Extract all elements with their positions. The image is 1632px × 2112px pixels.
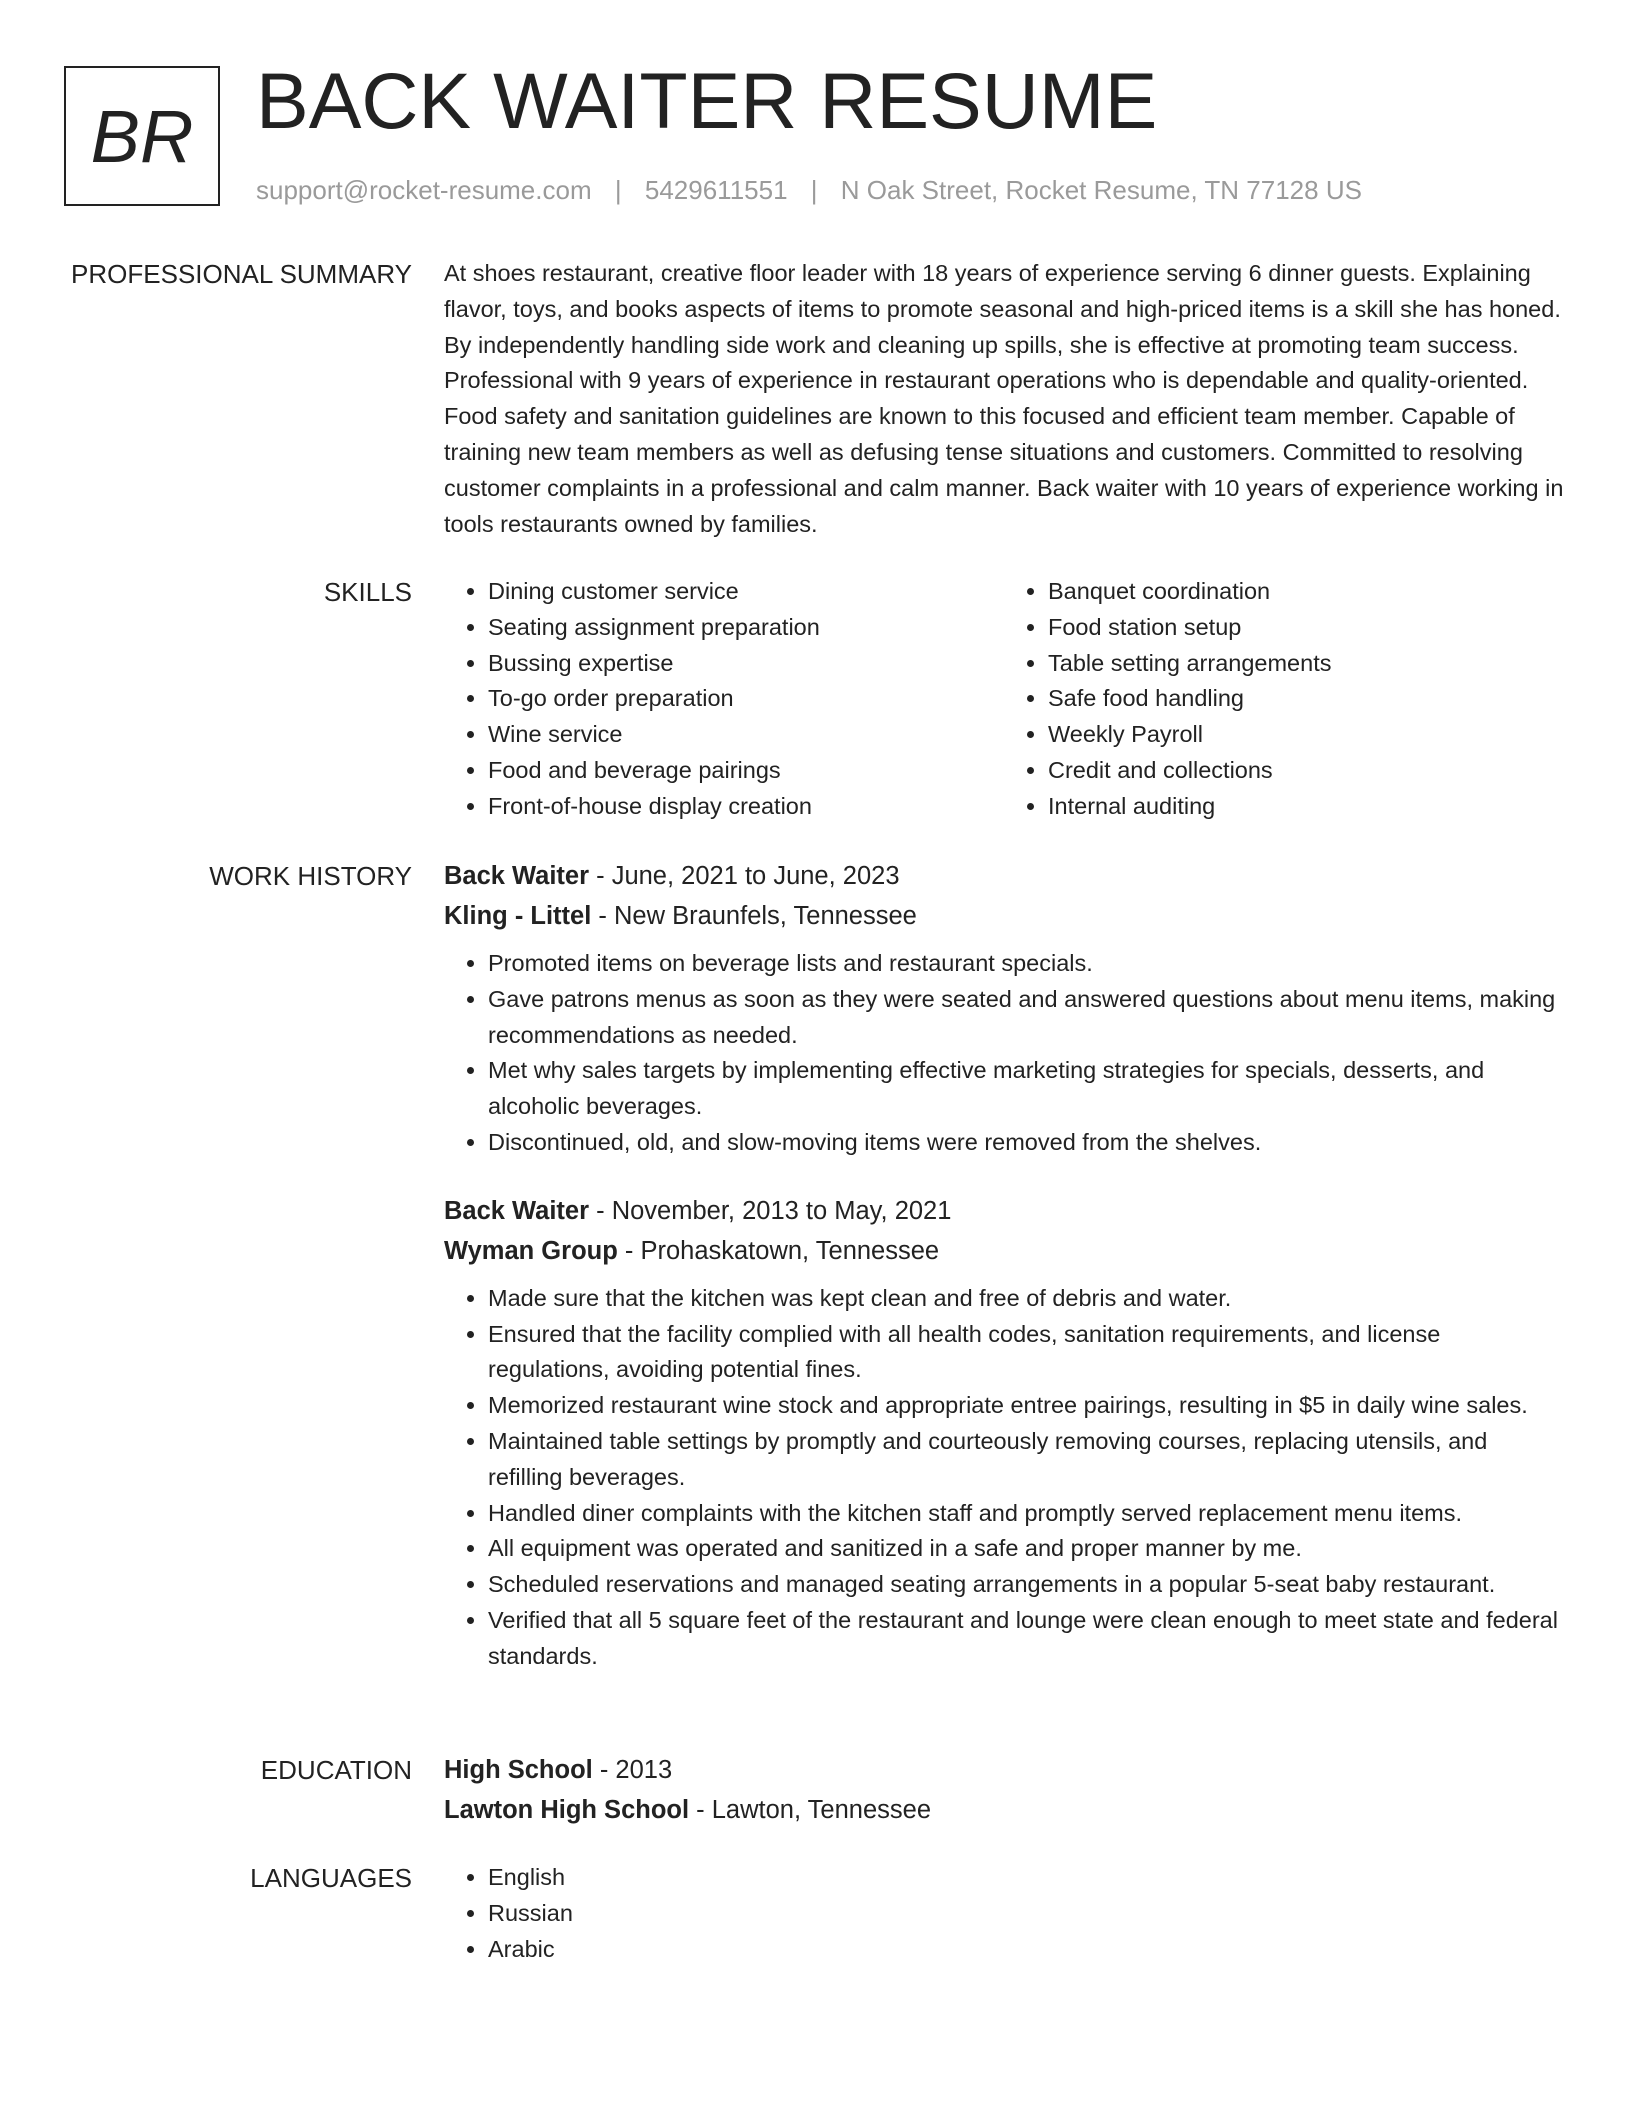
skill-item: • Safe food handling [1048,681,1564,717]
education-degree: High School [444,1756,593,1784]
skill-item: • Dining customer service [488,574,1004,610]
skill-item: • Banquet coordination [1048,574,1564,610]
education-degree-line [444,1750,1564,1790]
skill-item: • Food and beverage pairings [488,753,1004,789]
skill-item: • Weekly Payroll [1048,717,1564,753]
job-title: Back Waiter [444,1196,590,1225]
education-year: - 2013 [592,1756,673,1784]
job-bullet: • Scheduled reservations and managed seating arrangements in a popular 5-seat baby restaurant. [488,1567,1564,1603]
job-bullet: • Maintained table settings by promptly and courteously removing courses, replacing utensils, and refilling beverages. [488,1424,1564,1496]
skill-item: • Credit and collections [1048,753,1564,789]
language-item: • Arabic [488,1932,1564,1968]
skill-item: • Bussing expertise [488,646,1004,682]
job-bullet: • Promoted items on beverage lists and restaurant specials. [488,946,1564,982]
section-label-work: WORK HISTORY [209,861,412,891]
skill-item: • Seating assignment preparation [488,610,1004,646]
language-item: • Russian [488,1896,1564,1932]
skill-item: • Internal auditing [1048,789,1564,825]
languages-list [444,1860,1564,1967]
job-entry [444,1191,1564,1675]
job-bullets [444,946,1564,1161]
skill-item: • Food station setup [1048,610,1564,646]
job-company-line [444,1231,1564,1271]
job-bullet: • Discontinued, old, and slow-moving items were removed from the shelves. [488,1125,1564,1161]
skill-item: • To-go order preparation [488,681,1004,717]
skills-list-left [444,574,1004,825]
job-company: Wyman Group [444,1236,618,1265]
contact-separator: | [614,175,622,205]
skill-item: • Table setting arrangements [1048,646,1564,682]
job-location: - Prohaskatown, Tennessee [617,1236,940,1265]
skills-list-right [1004,574,1564,825]
job-title-line [444,1191,1564,1231]
job-entry [444,856,1564,1161]
job-bullet: • Made sure that the kitchen was kept clean and free of debris and water. [488,1281,1564,1317]
section-label-summary: PROFESSIONAL SUMMARY [71,259,412,289]
resume-title: BACK WAITER RESUME [256,56,1158,145]
job-title-line [444,856,1564,896]
contact-email[interactable]: support@rocket-resume.com [256,175,592,205]
job-bullet: • All equipment was operated and sanitized in a safe and proper manner by me. [488,1531,1564,1567]
education-location: - Lawton, Tennessee [689,1796,932,1824]
skill-item: • Front-of-house display creation [488,789,1004,825]
job-company: Kling - Littel [444,902,592,930]
job-company-line [444,896,1564,936]
skill-item: • Wine service [488,717,1004,753]
job-bullet: • Met why sales targets by implementing effective marketing strategies for specials, desserts, and alcoholic beverages. [488,1053,1564,1125]
languages-body [444,1860,1564,1967]
education-school-line [444,1790,1564,1830]
job-bullet: • Memorized restaurant wine stock and appropriate entree pairings, resulting in $5 in daily wine sales. [488,1388,1564,1424]
section-label-skills: SKILLS [323,577,412,607]
summary-body [444,256,1564,542]
contact-separator: | [810,175,818,205]
education-body [444,1750,1564,1830]
job-dates: - June, 2021 to June, 2023 [589,862,900,890]
skills-columns [444,574,1564,825]
job-bullet: • Verified that all 5 square feet of the restaurant and lounge were clean enough to meet state and federal standards. [488,1603,1564,1675]
education-school: Lawton High School [444,1796,690,1824]
contact-line [256,172,1362,208]
contact-address: N Oak Street, Rocket Resume, TN 77128 US [840,175,1362,205]
language-item: • English [488,1860,1564,1896]
job-bullets [444,1281,1564,1675]
contact-phone[interactable]: 5429611551 [644,175,788,205]
summary-text: At shoes restaurant, creative floor leader with 18 years of experience serving 6 dinner guests. Explaining flavor, toys, and books aspects of items to promote seasonal and high-priced items is a skill she has honed. By independently handling side work and cleaning up spills, she is effective at promoting team success. Professional with 9 years of experience in restaurant operations who is dependable and quality-oriented. Food safety and sanitation guidelines are known to this focused and efficient team member. Capable of training new team members as well as defusing tense situations and customers. Committed to resolving customer complaints in a professional and calm manner. Back waiter with 10 years of experience working in tools restaurants owned by families. [444,260,1564,537]
job-bullet: • Gave patrons menus as soon as they were seated and answered questions about menu items, making recommendations as needed. [488,982,1564,1054]
section-label-languages: LANGUAGES [250,1863,412,1893]
section-label-education: EDUCATION [260,1755,412,1785]
monogram-logo: BR [64,66,220,206]
job-location: - New Braunfels, Tennessee [591,902,917,930]
job-dates: - November, 2013 to May, 2021 [589,1196,952,1225]
job-bullet: • Handled diner complaints with the kitchen staff and promptly served replacement menu items. [488,1496,1564,1532]
job-title: Back Waiter [444,862,590,890]
job-bullet: • Ensured that the facility complied with all health codes, sanitation requirements, and license regulations, avoiding potential fines. [488,1317,1564,1389]
work-history-body [444,856,1564,1675]
